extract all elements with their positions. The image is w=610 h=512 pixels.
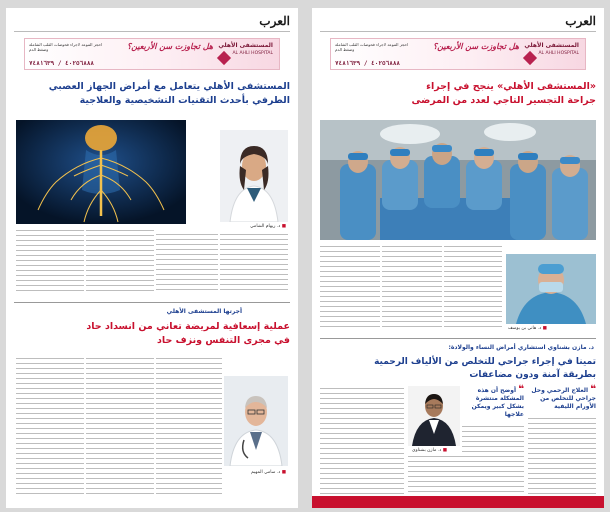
right-article2-byline-text: د. مازن بشناوي bbox=[412, 448, 442, 453]
left-page bbox=[6, 8, 298, 508]
right-article2-kicker: د. مازن بشناوي استشاري أمراض النساء والولادة: bbox=[448, 344, 594, 351]
section-divider-right bbox=[320, 338, 596, 339]
surgeon-portrait bbox=[506, 254, 596, 324]
surgeon-portrait-illustration bbox=[506, 254, 596, 324]
hospital-ad-banner[interactable] bbox=[24, 38, 280, 70]
right-article1-column-2 bbox=[382, 246, 442, 330]
right-article1-byline-text: د. هاني بن يوسف bbox=[508, 326, 542, 331]
hospital-ad-banner[interactable] bbox=[330, 38, 586, 70]
section-divider-left bbox=[14, 302, 290, 303]
ad-question: هل تجاوزت سن الأربعين؟ bbox=[433, 42, 519, 51]
left-article2-byline bbox=[251, 470, 286, 475]
left-article1-column-1 bbox=[16, 230, 84, 294]
ad-info-text: احجز الموعد لاجراء فحوصات القلب الشاملة وضغط الدم bbox=[335, 42, 409, 52]
masthead-right bbox=[320, 14, 596, 32]
right-article1-headline-line1: «المستشفى الأهلي» ينجح في إجراء bbox=[426, 81, 596, 92]
left-article1-column-3 bbox=[156, 234, 218, 294]
page-footer-band bbox=[312, 496, 604, 508]
right-page bbox=[312, 8, 604, 508]
pull-quote-right-text: العلاج الرحمي وحل جراحي للتخلص من الأورام الليفية bbox=[531, 387, 596, 410]
surgical-team-illustration bbox=[320, 120, 596, 240]
right-article2-headline-line2: بطريقة آمنة ودون مضاعفات bbox=[469, 370, 596, 380]
byline-marker-icon: ■ bbox=[442, 448, 447, 453]
left-article2-column-3 bbox=[156, 358, 222, 498]
hospital-logo-icon bbox=[523, 51, 537, 65]
byline-marker-icon: ■ bbox=[281, 470, 286, 475]
right-article2-column-3 bbox=[462, 426, 524, 494]
doctor-portrait-female-illustration bbox=[220, 130, 288, 222]
right-article2-column-1 bbox=[320, 388, 404, 494]
right-article1-headline bbox=[320, 80, 596, 108]
ad-hospital-name-ar: المستشفى الأهلي bbox=[524, 42, 579, 49]
left-article1-headline bbox=[14, 80, 290, 108]
publication-logo: العرب bbox=[565, 14, 596, 28]
publication-logo: العرب bbox=[259, 14, 290, 28]
masthead-left bbox=[14, 14, 290, 32]
left-article1-column-4 bbox=[220, 234, 288, 294]
doctor-portrait-male-illustration bbox=[224, 376, 288, 466]
hospital-logo-icon bbox=[217, 51, 231, 65]
right-article2-headline-line1: تمينا في إجراء جراحي للتخلص من الألياف الرحمية bbox=[374, 357, 596, 367]
ad-hospital-name-ar: المستشفى الأهلي bbox=[218, 42, 273, 49]
left-article2-column-1 bbox=[16, 358, 84, 498]
left-article2-column-2 bbox=[86, 358, 154, 498]
right-article2-pull-quote-right bbox=[528, 386, 596, 411]
right-article2-byline bbox=[412, 448, 447, 453]
right-article2-headline bbox=[320, 356, 596, 382]
left-article2-kicker: أجرتها المستشفى الأهلي bbox=[166, 308, 242, 315]
left-article1-byline bbox=[250, 224, 286, 229]
doctor-portrait-gynecologist bbox=[408, 386, 460, 446]
quote-mark-icon: ❝ bbox=[518, 384, 524, 395]
left-article1-headline-line1: المستشفى الأهلي يتعامل مع أمراض الجهاز العصبي bbox=[48, 81, 290, 92]
byline-marker-icon: ■ bbox=[542, 326, 547, 331]
left-article1-column-2 bbox=[86, 230, 154, 294]
nervous-system-image bbox=[16, 120, 186, 224]
left-article2-byline-text: د. سامي المهيم bbox=[251, 470, 281, 475]
left-article1-headline-line2: الطرفي بأحدث التقنيات التشخيصية والعلاجية bbox=[79, 95, 290, 106]
nervous-system-illustration bbox=[16, 120, 186, 224]
doctor-portrait-gynecologist-illustration bbox=[408, 386, 460, 446]
ad-info-text: احجز الموعد لاجراء فحوصات القلب الشاملة وضغط الدم bbox=[29, 42, 103, 52]
left-article2-headline bbox=[14, 320, 290, 348]
left-article2-headline-line2: في مجرى التنفس ونزف حاد bbox=[157, 335, 290, 346]
doctor-portrait-female bbox=[220, 130, 288, 222]
left-article2-headline-line1: عملية إسعافية لمريضة تعاني من انسداد حاد bbox=[86, 321, 290, 332]
ad-hospital-name-en: AL AHLI HOSPITAL bbox=[232, 51, 273, 56]
byline-marker-icon: ■ bbox=[281, 224, 286, 229]
ad-phone: ٤٠٢٥٦٨٨٨ / ٧٤٨١٦٣٩ bbox=[335, 60, 401, 67]
ad-hospital-name-en: AL AHLI HOSPITAL bbox=[538, 51, 579, 56]
right-article1-byline bbox=[508, 326, 547, 331]
surgical-team-photo bbox=[320, 120, 596, 240]
right-article1-column-1 bbox=[320, 246, 380, 330]
quote-mark-icon: ❝ bbox=[590, 384, 596, 395]
doctor-portrait-male bbox=[224, 376, 288, 466]
ad-question: هل تجاوزت سن الأربعين؟ bbox=[127, 42, 213, 51]
right-article1-headline-line2: جراحة التجسير التاجي لعدد من المرضى bbox=[411, 95, 596, 106]
right-article2-column-4 bbox=[528, 418, 596, 494]
pull-quote-left-text: أوضح أن هذه المشكلة منتشرة بشكل كبير ويمكن علاجها bbox=[471, 387, 524, 418]
right-article2-pull-quote-left bbox=[462, 386, 524, 419]
left-article1-byline-text: د. ريهام الشامي bbox=[250, 224, 281, 229]
ad-phone: ٤٠٢٥٦٨٨٨ / ٧٤٨١٦٣٩ bbox=[29, 60, 95, 67]
right-article1-column-3 bbox=[444, 246, 502, 330]
